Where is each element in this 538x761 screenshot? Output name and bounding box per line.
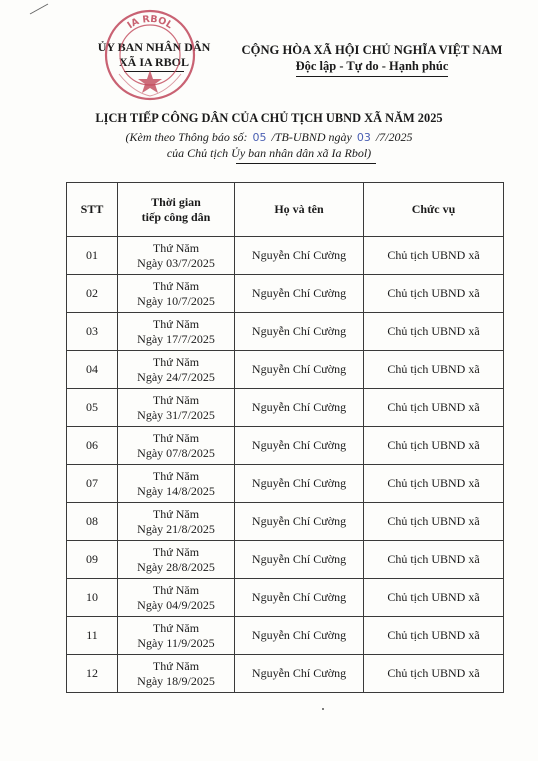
cell-date: Ngày 18/9/2025 (137, 673, 215, 688)
cell-date: Ngày 11/9/2025 (137, 635, 215, 650)
header-name: Họ và tên (235, 183, 364, 237)
cell-date: Ngày 28/8/2025 (137, 559, 215, 574)
header-time-line1: Thời gian (151, 194, 201, 209)
reception-schedule-table (66, 182, 504, 693)
cell-name: Nguyễn Chí Cường (235, 389, 364, 427)
cell-time (118, 275, 235, 313)
table-row (67, 655, 504, 693)
cell-name: Nguyễn Chí Cường (235, 427, 364, 465)
cell-role: Chủ tịch UBND xã (364, 655, 504, 693)
official-seal-stamp (103, 8, 197, 102)
cell-stt: 01 (67, 237, 118, 275)
authority-line-1: ỦY BAN NHÂN DÂN (97, 40, 211, 54)
cell-stt: 06 (67, 427, 118, 465)
cell-weekday: Thứ Năm (152, 506, 200, 521)
document-reference (0, 130, 538, 145)
header-time (118, 183, 235, 237)
cell-role: Chủ tịch UBND xã (364, 541, 504, 579)
speck-mark (322, 708, 324, 710)
national-header (222, 42, 522, 77)
cell-date: Ngày 14/8/2025 (137, 483, 215, 498)
cell-name: Nguyễn Chí Cường (235, 579, 364, 617)
cell-time (118, 655, 235, 693)
svg-text:IA RBOL (125, 14, 174, 31)
notice-day: 03 (356, 131, 371, 144)
cell-role: Chủ tịch UBND xã (364, 617, 504, 655)
cell-role: Chủ tịch UBND xã (364, 465, 504, 503)
cell-name: Nguyễn Chí Cường (235, 313, 364, 351)
cell-role: Chủ tịch UBND xã (364, 351, 504, 389)
table-row (67, 579, 504, 617)
cell-stt: 08 (67, 503, 118, 541)
seal-text: IA RBOL (125, 13, 175, 32)
cell-date: Ngày 24/7/2025 (137, 369, 215, 384)
cell-time (118, 503, 235, 541)
cell-time (118, 237, 235, 275)
table-row (67, 541, 504, 579)
cell-date: Ngày 03/7/2025 (137, 255, 215, 270)
cell-role: Chủ tịch UBND xã (364, 503, 504, 541)
table-row (67, 465, 504, 503)
cell-name: Nguyễn Chí Cường (235, 655, 364, 693)
header-role: Chức vụ (364, 183, 504, 237)
cell-name: Nguyễn Chí Cường (235, 275, 364, 313)
cell-role: Chủ tịch UBND xã (364, 579, 504, 617)
cell-date: Ngày 07/8/2025 (137, 445, 215, 460)
table-row (67, 275, 504, 313)
cell-weekday: Thứ Năm (152, 278, 200, 293)
cell-stt: 04 (67, 351, 118, 389)
cell-weekday: Thứ Năm (152, 544, 200, 559)
cell-weekday: Thứ Năm (152, 354, 200, 369)
cell-stt: 03 (67, 313, 118, 351)
table-row (67, 313, 504, 351)
cell-weekday: Thứ Năm (152, 430, 200, 445)
pen-stroke-mark (28, 2, 50, 16)
national-title: CỘNG HÒA XÃ HỘI CHỦ NGHĨA VIỆT NAM (241, 43, 503, 57)
motto-underline (296, 76, 448, 77)
document-issuer-note: của Chủ tịch Ủy ban nhân dân xã Ia Rbol) (166, 146, 372, 160)
cell-stt: 12 (67, 655, 118, 693)
table-row (67, 427, 504, 465)
authority-line-2: XÃ IA RBOL (118, 55, 189, 69)
cell-role: Chủ tịch UBND xã (364, 427, 504, 465)
cell-name: Nguyễn Chí Cường (235, 541, 364, 579)
table-row (67, 351, 504, 389)
cell-date: Ngày 04/9/2025 (137, 597, 215, 612)
cell-weekday: Thứ Năm (152, 392, 200, 407)
table-row (67, 237, 504, 275)
cell-weekday: Thứ Năm (152, 468, 200, 483)
header-stt: STT (67, 183, 118, 237)
table-row (67, 503, 504, 541)
cell-name: Nguyễn Chí Cường (235, 237, 364, 275)
cell-time (118, 427, 235, 465)
cell-name: Nguyễn Chí Cường (235, 465, 364, 503)
reference-prefix: (Kèm theo Thông báo số: (125, 130, 248, 144)
cell-time (118, 313, 235, 351)
table-header-row (67, 183, 504, 237)
cell-weekday: Thứ Năm (152, 620, 200, 635)
cell-role: Chủ tịch UBND xã (364, 313, 504, 351)
cell-weekday: Thứ Năm (152, 582, 200, 597)
cell-name: Nguyễn Chí Cường (235, 503, 364, 541)
cell-role: Chủ tịch UBND xã (364, 389, 504, 427)
table-row (67, 389, 504, 427)
cell-date: Ngày 17/7/2025 (137, 331, 215, 346)
cell-stt: 05 (67, 389, 118, 427)
reference-suffix: /7/2025 (375, 130, 413, 144)
cell-stt: 10 (67, 579, 118, 617)
document-title: LỊCH TIẾP CÔNG DÂN CỦA CHỦ TỊCH UBND XÃ NĂM 2025 (95, 111, 443, 125)
cell-date: Ngày 10/7/2025 (137, 293, 215, 308)
cell-role: Chủ tịch UBND xã (364, 275, 504, 313)
header-time-line2: tiếp công dân (141, 209, 211, 224)
cell-stt: 02 (67, 275, 118, 313)
cell-time (118, 541, 235, 579)
cell-role: Chủ tịch UBND xã (364, 237, 504, 275)
cell-time (118, 465, 235, 503)
cell-time (118, 579, 235, 617)
national-motto: Độc lập - Tự do - Hạnh phúc (295, 59, 449, 73)
reference-middle: /TB-UBND ngày (271, 130, 352, 144)
cell-time (118, 389, 235, 427)
cell-time (118, 351, 235, 389)
cell-weekday: Thứ Năm (152, 658, 200, 673)
table-row (67, 617, 504, 655)
cell-stt: 11 (67, 617, 118, 655)
cell-name: Nguyễn Chí Cường (235, 617, 364, 655)
notice-number: 05 (252, 131, 267, 144)
cell-name: Nguyễn Chí Cường (235, 351, 364, 389)
cell-weekday: Thứ Năm (152, 240, 200, 255)
cell-stt: 07 (67, 465, 118, 503)
cell-date: Ngày 31/7/2025 (137, 407, 215, 422)
subtitle-underline (236, 163, 376, 164)
cell-date: Ngày 21/8/2025 (137, 521, 215, 536)
cell-weekday: Thứ Năm (152, 316, 200, 331)
cell-stt: 09 (67, 541, 118, 579)
cell-time (118, 617, 235, 655)
